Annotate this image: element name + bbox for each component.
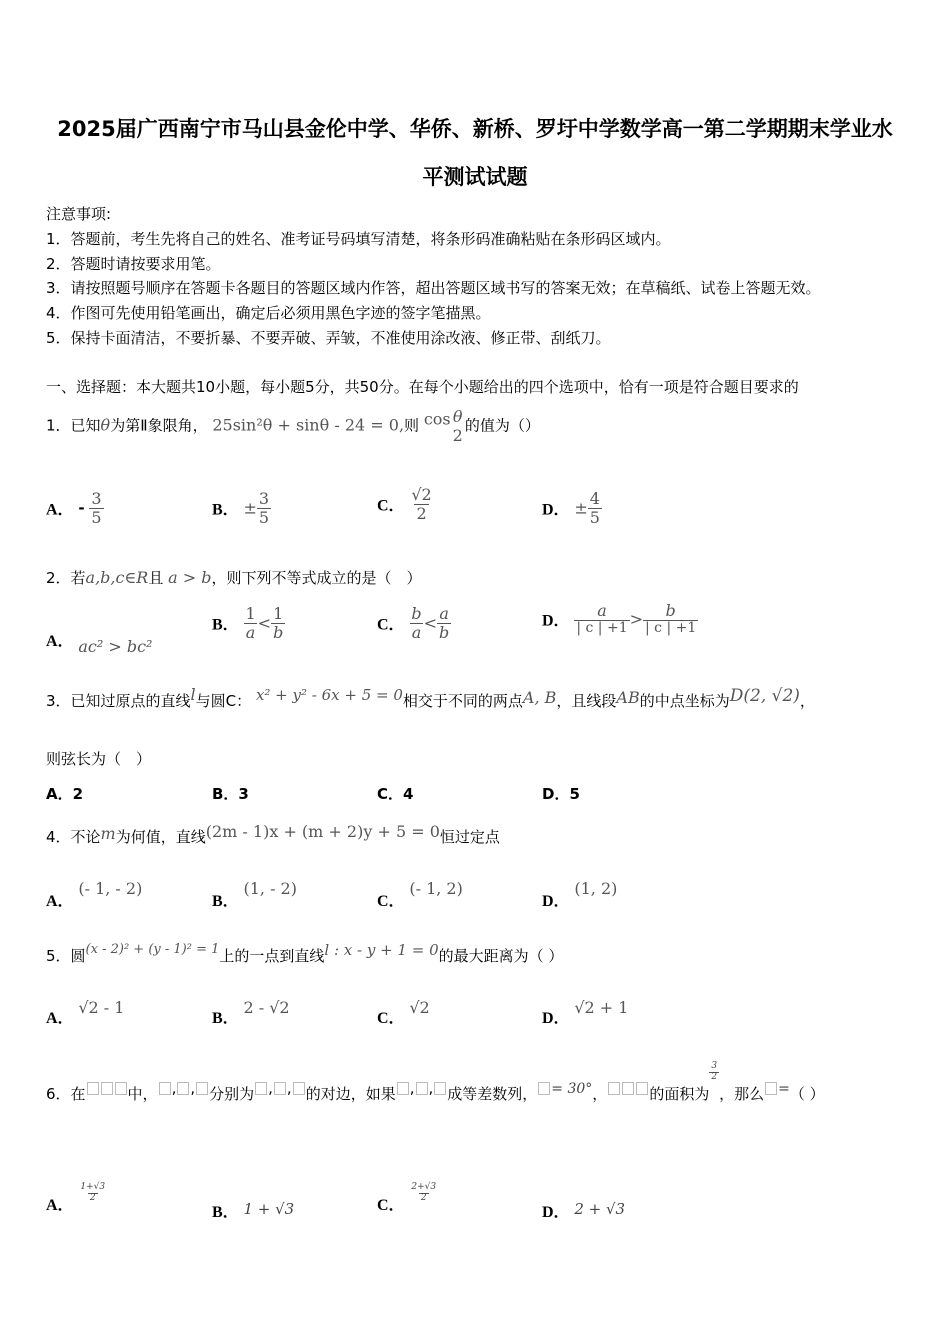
- q3-option-d[interactable]: D．5: [542, 785, 580, 803]
- q6-angles-placeholder: , ,: [254, 1079, 306, 1097]
- notice-item: 1．答题前，考生先将自己的姓名、准考证号码填写清楚，将条形码准确粘贴在条形码区域内。: [46, 230, 671, 248]
- q4-option-c[interactable]: C． (- 1, 2): [377, 879, 463, 910]
- q1-option-a[interactable]: A． - $\frac{3}{5}$: [46, 489, 102, 527]
- q2-option-c[interactable]: C． $\frac{b}{a}$ < $\frac{a}{b}$: [377, 604, 450, 642]
- q2-option-b[interactable]: B． $\frac{1}{a}$ < $\frac{1}{b}$: [212, 604, 284, 642]
- q6-option-c[interactable]: C． $\frac{2+√3}{2}$: [377, 1182, 437, 1214]
- page-title-line2: 平测试试题: [422, 165, 528, 189]
- section-heading: 一、选择题：本大题共10小题，每小题5分，共50分。在每个小题给出的四个选项中，恰有一项是符合题目要求的: [46, 378, 799, 396]
- q6-sides-placeholder: , ,: [158, 1079, 210, 1097]
- q6-angle-placeholder: [537, 1079, 551, 1097]
- question-2: 2．若a,b,c∈R且 a > b，则下列不等式成立的是（ ）: [46, 568, 422, 587]
- notice-item: 2．答题时请按要求用笔。: [46, 255, 221, 273]
- q1-option-c[interactable]: C． $\frac{√2}{2}$: [377, 485, 432, 523]
- q1-text2: 则: [404, 416, 420, 435]
- q6-seq-placeholder: , ,: [396, 1079, 448, 1097]
- notice-item: 5．保持卡面清洁，不要折暴、不要弄破、弄皱，不准使用涂改液、修正带、刮纸刀。: [46, 329, 611, 347]
- q6-option-b[interactable]: B． 1 + √3: [212, 1200, 295, 1221]
- q1-option-d[interactable]: D． ± $\frac{4}{5}$: [542, 489, 600, 527]
- q3-option-a[interactable]: A．2: [46, 785, 84, 803]
- q3-line2: 则弦长为（ ）: [46, 750, 152, 768]
- q3-option-c[interactable]: C．4: [377, 785, 414, 803]
- q6-unknown-placeholder: [764, 1079, 778, 1097]
- q4-option-a[interactable]: A． (- 1, - 2): [46, 879, 143, 910]
- q6-triangle-placeholder-2: [607, 1079, 649, 1097]
- q5-option-b[interactable]: B． 2 - √2: [212, 998, 290, 1027]
- q5-option-a[interactable]: A． √2 - 1: [46, 998, 125, 1027]
- question-6: 6．在 中， , , 分别为 , , 的对边，如果 , , 成等差数列， = 30°， 的面积为 $\frac{3}{2}$ ，那么 =（ ）: [46, 1061, 825, 1103]
- question-1: [46, 408, 540, 444]
- q1-text3: 的值为（）: [464, 416, 540, 435]
- q6-triangle-placeholder: [86, 1079, 128, 1097]
- q1-text1: 为第Ⅱ象限角，: [110, 416, 208, 435]
- q6-option-d[interactable]: D． 2 + √3: [542, 1200, 626, 1221]
- question-5: 5．圆(x - 2)² + (y - 1)² = 1上的一点到直线l : x - y + 1 = 0的最大距离为（ ）: [46, 941, 564, 965]
- notice-item: 3．请按照题号顺序在答题卡各题目的答题区域内作答，超出答题区域书写的答案无效；在草稿纸、试卷上答题无效。: [46, 279, 821, 297]
- q1-option-b[interactable]: B． ± $\frac{3}{5}$: [212, 489, 270, 527]
- q1-cos: cos: [423, 409, 451, 429]
- q1-half-angle: θ 2: [452, 407, 463, 445]
- q5-option-d[interactable]: D． √2 + 1: [542, 998, 629, 1027]
- q4-option-d[interactable]: D． (1, 2): [542, 879, 618, 910]
- question-4: 4．不论m为何值，直线(2m - 1)x + (m + 2)y + 5 = 0恒过定点: [46, 822, 500, 846]
- q6-option-a[interactable]: A． $\frac{1+√3}{2}$: [46, 1182, 106, 1214]
- q1-equation: 25sin²θ + sinθ - 24 = 0,: [212, 415, 405, 435]
- q2-option-a[interactable]: A． ac² > bc²: [46, 633, 153, 656]
- question-3: 3．已知过原点的直线l与圆C： x² + y² - 6x + 5 = 0相交于不同的两点A, B，且线段AB的中点坐标为D(2, √2)，: [46, 685, 815, 710]
- notice-item: 4．作图可先使用铅笔画出，确定后必须用黑色字迹的签字笔描黑。: [46, 304, 491, 322]
- q1-prefix: 1．已知: [46, 416, 101, 435]
- q1-theta: θ: [100, 415, 111, 435]
- q6-area-fraction: $\frac{3}{2}$: [711, 1061, 718, 1082]
- page-title: 2025届广西南宁市马山县金伦中学、华侨、新桥、罗圩中学数学高一第二学期期末学业水: [57, 117, 893, 141]
- q5-option-c[interactable]: C． √2: [377, 998, 430, 1027]
- q2-option-d[interactable]: D． $\frac{a}{| c | +1}$ > $\frac{b}{| c | +1}$: [542, 601, 697, 636]
- q3-option-b[interactable]: B．3: [212, 785, 249, 803]
- notice-heading: 注意事项:: [46, 205, 112, 223]
- q4-option-b[interactable]: B． (1, - 2): [212, 879, 297, 910]
